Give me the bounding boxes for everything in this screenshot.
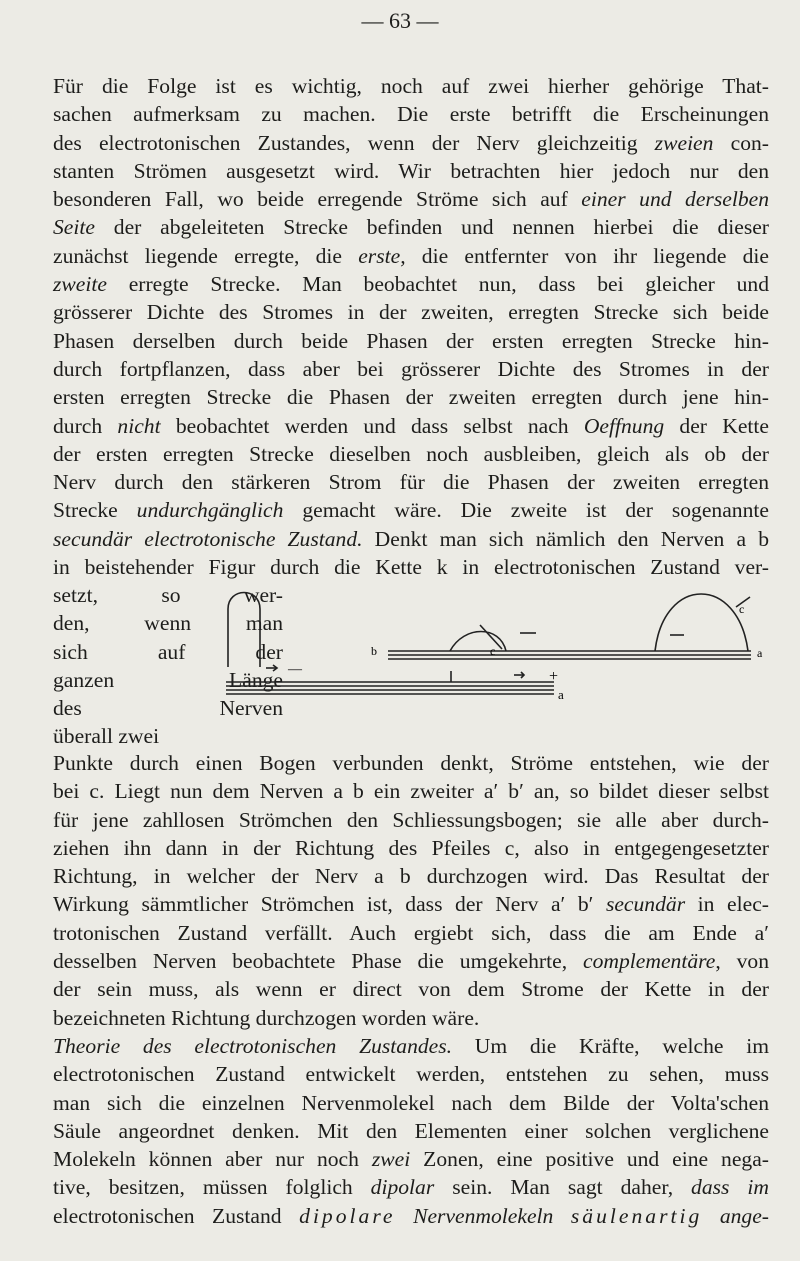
text-segment: zweite: [53, 272, 107, 297]
text-line: [53, 553, 769, 581]
text-line: [53, 1032, 769, 1060]
text-segment: nicht: [117, 413, 161, 438]
text-line: [53, 1145, 769, 1173]
text-line: [53, 777, 769, 805]
text-segment: undurchgänglich: [136, 498, 284, 523]
text-segment: beobachtet werden und dass selbst nach: [160, 413, 584, 438]
right-c-label: c: [490, 644, 496, 658]
text-line: [53, 157, 769, 185]
paragraph-top: [53, 72, 769, 581]
text-segment: setzt, so wer-: [53, 583, 283, 607]
text-segment: erregte Strecke. Man beobachtet nun, dass bei gleicher und: [106, 272, 769, 297]
text-segment: der abgeleiteten Strecke befinden und nennen hierbei die dieser: [94, 215, 769, 240]
text-segment: ange-: [719, 1203, 769, 1228]
text-line: [53, 1117, 769, 1145]
text-segment: Phasen derselben durch beide Phasen der ersten erregten Strecke hin-: [53, 328, 769, 353]
text-segment: durch fortpflanzen, dass aber bei grösserer Dichte des Stromes in der: [53, 356, 769, 381]
text-line: [53, 1202, 769, 1230]
text-line: [53, 383, 769, 411]
text-segment: ziehen ihn dann in der Richtung des Pfeiles c, also in entgegengesetzter: [53, 835, 769, 860]
text-segment: dass im: [691, 1175, 769, 1200]
right-c-prime-label: c: [739, 602, 745, 616]
left-arc: [228, 593, 260, 668]
text-segment: Oeffnung: [583, 413, 665, 438]
text-segment: desselben Nerven beobachtete Phase die umgekehrte,: [53, 949, 583, 974]
text-segment: die entfernter von ihr liegende die: [405, 243, 770, 268]
text-line: [53, 298, 769, 326]
text-line: [53, 468, 769, 496]
text-line: [53, 975, 769, 1003]
text-segment: [702, 1204, 720, 1228]
text-segment: Wirkung sämmtlicher Strömchen ist, dass der Nerv a′ b′: [53, 892, 606, 917]
right-figure: [388, 594, 751, 682]
text-line: [53, 327, 769, 355]
text-segment: Punkte durch einen Bogen verbunden denkt, Ströme entstehen, wie der: [53, 751, 769, 775]
text-segment: bezeichneten Richtung durchzogen worden wäre.: [53, 1005, 480, 1030]
text-segment: erste,: [358, 243, 406, 268]
text-line: [53, 919, 769, 947]
text-segment: des electrotonischen Zustandes, wenn der Nerv gleichzeitig: [53, 130, 655, 155]
text-line: [53, 834, 769, 862]
nerve-electrotonus-figure: [226, 585, 770, 753]
lower-arc: [450, 632, 506, 652]
left-minus-label: —: [288, 662, 302, 677]
text-segment: besonderen Fall, wo beide erregende Ströme sich auf: [53, 187, 582, 212]
text-segment: [396, 1204, 414, 1228]
text-line: [53, 1173, 769, 1201]
right-plus-label: +: [549, 668, 559, 685]
text-segment: der sein muss, als wenn er direct von dem Strome der Kette in der: [53, 977, 769, 1002]
text-line: [53, 355, 769, 383]
text-segment: stanten Strömen ausgesetzt wird. Wir betrachten hier jedoch nur den: [53, 158, 769, 183]
text-line: [53, 496, 769, 524]
text-segment: der Kette: [664, 413, 769, 438]
text-line: [53, 270, 769, 298]
right-a-prime-label: a: [757, 646, 763, 660]
text-segment: tive, besitzen, müssen folglich: [53, 1175, 371, 1200]
paragraph-bottom: [53, 749, 769, 1230]
text-segment: in beistehender Figur durch die Kette k in electrotonischen Zustand ver-: [53, 555, 769, 580]
text-segment: trotonischen Zustand verfällt. Auch ergiebt sich, dass die am Ende a′: [53, 920, 769, 945]
text-line: [53, 242, 769, 270]
text-segment: zwei: [371, 1147, 411, 1172]
text-segment: Um die Kräfte, welche im: [452, 1033, 769, 1058]
text-line: [53, 185, 769, 213]
text-segment: sachen aufmerksam zu machen. Die erste betrifft die Erscheinungen: [53, 102, 769, 127]
text-segment: Nerv durch den stärkeren Strom für die Phasen der zweiten erregten: [53, 470, 769, 495]
text-line: [53, 947, 769, 975]
upper-arc: [655, 594, 748, 651]
text-segment: durch: [53, 413, 118, 438]
text-segment: in elec-: [685, 892, 770, 917]
right-a-label: a: [558, 687, 564, 702]
text-segment: Säule angeordnet denken. Mit den Elementen einer solchen verglichene: [53, 1118, 769, 1143]
text-segment: dipolare: [299, 1203, 396, 1228]
text-segment: zunächst liegende erregte, die: [53, 243, 359, 268]
text-segment: complementäre: [583, 949, 716, 974]
text-segment: den, wenn man: [53, 611, 283, 636]
text-segment: säulenartig: [570, 1203, 703, 1228]
text-segment: Seite: [53, 215, 95, 240]
text-segment: Molekeln können aber nur noch: [53, 1147, 372, 1172]
text-segment: des Nerven: [53, 696, 283, 721]
text-segment: sich auf der: [53, 639, 283, 664]
text-segment: sein. Man sagt daher,: [434, 1175, 692, 1200]
page-number: — 63 —: [361, 8, 439, 33]
text-segment: [553, 1204, 571, 1228]
text-segment: bei c. Liegt nun dem Nerven a b ein zweiter a′ b′ an, so bildet dieser selbst: [53, 779, 769, 804]
text-line: [53, 440, 769, 468]
text-line: [53, 890, 769, 918]
text-line: [53, 412, 769, 440]
text-segment: Für die Folge ist es wichtig, noch auf zwei hierher gehörige That-: [53, 74, 769, 98]
text-segment: Zonen, eine positive und eine nega-: [410, 1147, 769, 1172]
text-segment: gemacht wäre. Die zweite ist der sogenannte: [283, 498, 769, 523]
text-segment: Strecke: [53, 498, 137, 523]
text-segment: man sich die einzelnen Nervenmolekel nach dem Bilde der Volta'schen: [53, 1090, 769, 1115]
text-segment: electrotonischen Zustand entwickelt werden, entstehen zu sehen, muss: [53, 1062, 769, 1087]
text-segment: Denkt man sich nämlich den Nerven a b: [362, 526, 769, 551]
text-segment: einer und derselben: [581, 187, 769, 212]
text-line: [53, 1060, 769, 1088]
text-line: [53, 806, 769, 834]
text-line: [53, 72, 769, 100]
text-segment: zweien: [654, 130, 714, 155]
text-segment: für jene zahllosen Strömchen den Schliessungsbogen; sie alle aber durch-: [53, 807, 769, 832]
text-segment: überall zwei: [53, 724, 160, 749]
text-line: [53, 129, 769, 157]
text-line: [53, 749, 769, 777]
text-segment: ersten erregten Strecke die Phasen der zweiten erregten durch jene hin-: [53, 385, 769, 410]
text-line: [53, 1089, 769, 1117]
text-segment: con-: [713, 130, 769, 155]
text-line: [53, 525, 769, 553]
right-b-label: b: [371, 644, 377, 658]
text-line: [53, 100, 769, 128]
text-segment: secundär electrotonische Zustand.: [53, 526, 363, 551]
text-segment: Nervenmolekeln: [413, 1203, 554, 1228]
text-line: [53, 862, 769, 890]
text-segment: grösserer Dichte des Stromes in der zweiten, erregten Strecke sich beide: [53, 300, 769, 325]
text-segment: secundär: [605, 892, 686, 917]
text-segment: der ersten erregten Strecke dieselben noch ausbleiben, gleich als ob der: [53, 441, 769, 466]
text-segment: , von: [715, 949, 769, 974]
text-line: [53, 1004, 769, 1032]
left-figure: [226, 593, 554, 695]
text-segment: electrotonischen Zustand: [53, 1203, 300, 1228]
text-segment: Richtung, in welcher der Nerv a b durchzogen wird. Das Resultat der: [53, 864, 769, 889]
text-line: [53, 213, 769, 241]
text-segment: ganzen Länge: [53, 667, 283, 692]
text-segment: dipolar: [370, 1175, 435, 1200]
text-segment: Theorie des electrotonischen Zustandes.: [53, 1033, 453, 1058]
